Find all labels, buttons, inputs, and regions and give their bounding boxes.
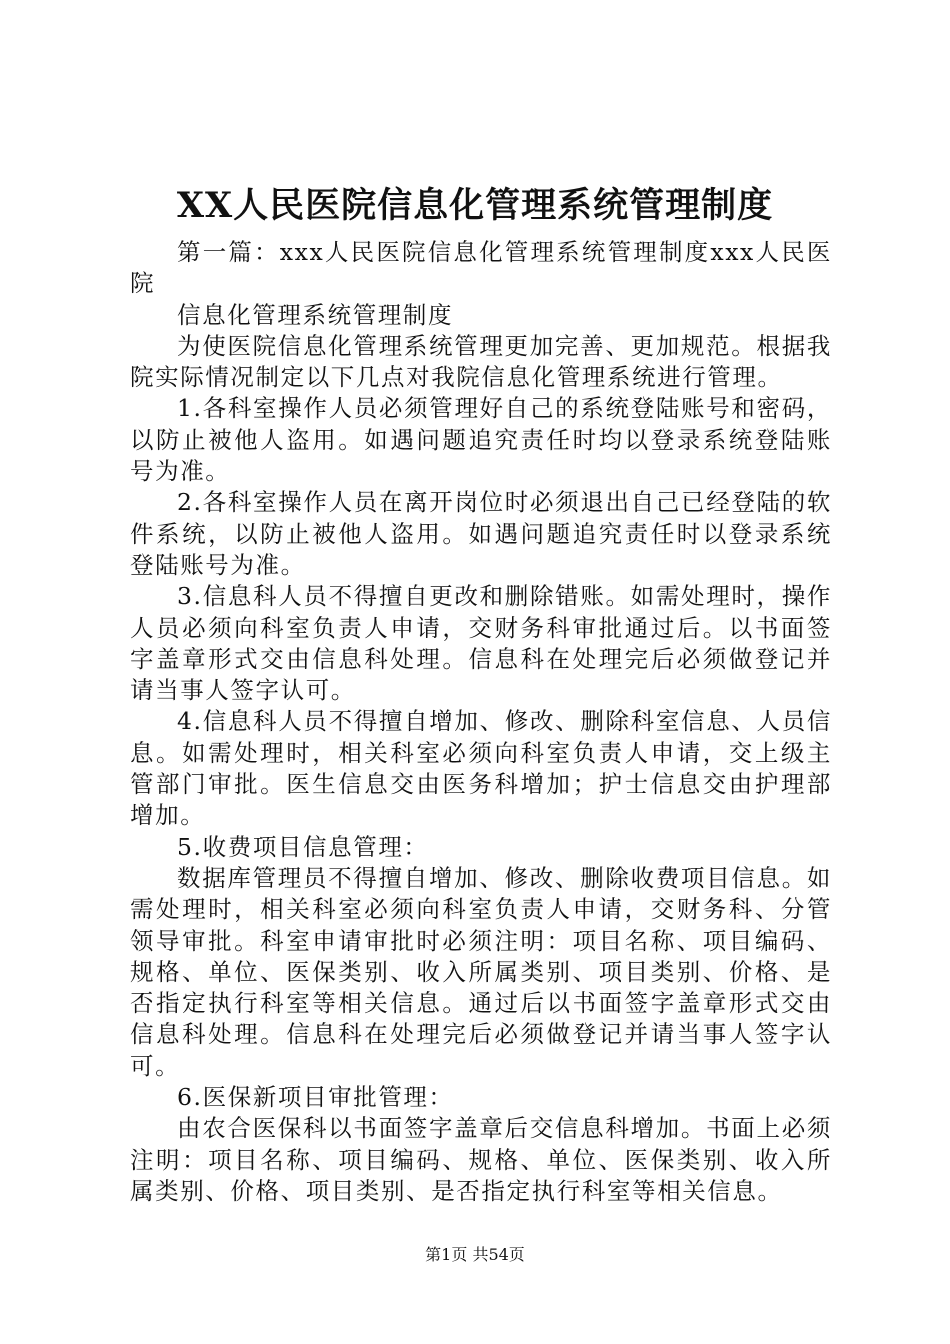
paragraph-purpose: 为使医院信息化管理系统管理更加完善、更加规范。根据我院实际情况制定以下几点对我院信息化管理系统进行管理。 bbox=[130, 331, 832, 392]
paragraph-rule-4: 4.信息科人员不得擅自增加、修改、删除科室信息、人员信息。如需处理时，相关科室必须向科室负责人申请，交上级主管部门审批。医生信息交由医务科增加；护士信息交由护理部增加。 bbox=[130, 707, 832, 830]
page-number-footer: 第1页 共54页 bbox=[425, 1245, 525, 1264]
document-body bbox=[130, 237, 832, 1207]
paragraph-rule-6-heading: 6.医保新项目审批管理： bbox=[177, 1083, 454, 1112]
paragraph-subtitle: 信息化管理系统管理制度 bbox=[177, 300, 454, 329]
paragraph-rule-2: 2.各科室操作人员在离开岗位时必须退出自己已经登陆的软件系统，以防止被他人盗用。如遇问题追究责任时以登录系统登陆账号为准。 bbox=[130, 488, 832, 579]
paragraph-rule-6-body: 由农合医保科以书面签字盖章后交信息科增加。书面上必须注明：项目名称、项目编码、规格、单位、医保类别、收入所属类别、价格、项目类别、是否指定执行科室等相关信息。 bbox=[130, 1114, 832, 1205]
paragraph-rule-5-heading: 5.收费项目信息管理： bbox=[177, 832, 429, 861]
paragraph-rule-3: 3.信息科人员不得擅自更改和删除错账。如需处理时，操作人员必须向科室负责人申请，交财务科审批通过后。以书面签字盖章形式交由信息科处理。信息科在处理完后必须做登记并请当事人签字认可。 bbox=[130, 582, 832, 705]
paragraph-rule-1: 1.各科室操作人员必须管理好自己的系统登陆账号和密码，以防止被他人盗用。如遇问题追究责任时均以登录系统登陆账号为准。 bbox=[130, 394, 832, 486]
paragraph-rule-5-body: 数据库管理员不得擅自增加、修改、删除收费项目信息。如需处理时，相关科室必须向科室负责人申请，交财务科、分管领导审批。科室申请审批时必须注明：项目名称、项目编码、规格、单位、医保类别、收入所属类别、项目类别、价格、是否指定执行科室等相关信息。通过后以书面签字盖章形式交由信息科处理。信息科在处理完后必须做登记并请当事人签字认可。 bbox=[130, 863, 832, 1080]
document-title: XX人民医院信息化管理系统管理制度 bbox=[176, 185, 774, 226]
paragraph-intro-heading: 第一篇：xxx人民医院信息化管理系统管理制度xxx人民医院 bbox=[130, 238, 832, 298]
